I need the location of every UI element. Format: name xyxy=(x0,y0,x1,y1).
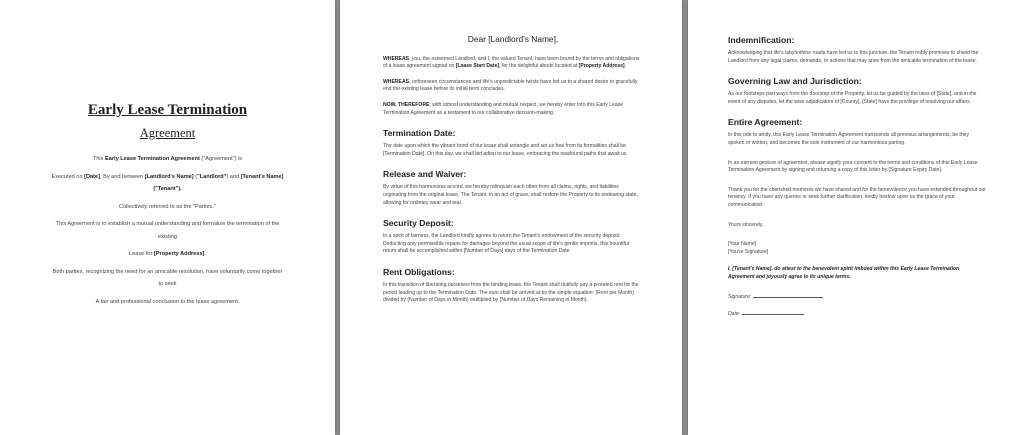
sender-signature: [You're Signature] xyxy=(728,248,769,255)
text-bold: [Property Address] xyxy=(153,251,205,257)
text: This xyxy=(92,156,106,162)
whereas-paragraph xyxy=(383,79,643,94)
now-therefore-paragraph xyxy=(383,102,643,117)
section-text: In a spirit of fairness, the Landlord kindly agrees to return the Tenant's endowment of the security deposit. Deducting only permissible repairs for damages beyond the usual scope of life's gentle imprints, this bountiful return shall be accomplished within [Number of Days] days of the Termination Date. xyxy=(383,233,629,255)
sign-off: Yours sincerely, xyxy=(728,221,764,228)
text-bold: [Property Address] xyxy=(578,63,625,70)
intro-line: This Agreement is to establish a mutual understanding and formalize the termination of the xyxy=(55,221,280,227)
section-text: Acknowledging that life's labyrinthine roads have led us to this juncture, the Tenant nobly promises to shield the Landlord from any legal claims, demands, or actions that may arise from the amicable termination of the lease. xyxy=(728,50,979,64)
attestation-paragraph: I, [Tenant's Name], do attest to the benevolent spirit imbued within this Early Lease Termination Agreement and joyously agree to its unique terms. xyxy=(728,266,960,280)
sender-name: [Your Name] xyxy=(728,241,757,248)
document-page-1 xyxy=(0,0,335,435)
whereas-paragraph xyxy=(383,56,643,71)
consent-paragraph: In an earnest gesture of agreement, please signify your consent to the terms and conditions of this Early Lease Termination Agreement by signing and returning a copy of this letter by [Signature Expiry Date]. xyxy=(728,159,978,174)
text-bold: Early Lease Termination Agreement xyxy=(105,156,200,162)
text-bold: WHEREAS xyxy=(383,78,410,85)
text-bold: "Landlord" xyxy=(197,173,227,180)
intro-line xyxy=(20,174,315,181)
text-bold: NOW, THEREFORE xyxy=(383,101,430,108)
intro-line: to seek xyxy=(158,281,177,287)
thanks-paragraph: Thank you for the cherished moments we have shared and for the benevolence you have extended throughout our tenancy. If you have any queries or seek further clarification, kindly bestow upon us the grace of your communication. xyxy=(728,186,986,208)
text: ("Agreement") is xyxy=(199,156,243,162)
intro-line: A fair and professional conclusion to the lease agreement. xyxy=(95,298,240,305)
text: Lease for xyxy=(129,251,154,257)
signature-line xyxy=(728,294,986,302)
section-heading: Indemnification: xyxy=(728,35,795,45)
text: , unforeseen circumstances and life's unpredictable twists have led us to a shared desire to gracefully end the existing lease before its initial term concludes. xyxy=(383,78,638,93)
text: . xyxy=(204,251,206,257)
section-heading: Release and Waiver: xyxy=(383,169,467,180)
section-text: In this transition of liberating ourselves from the binding lease, the Tenant shall dutifully pay a prorated rent for the period leading up to the Termination Date. The sum shall be arrived at by the simple equation: (Rent per Month) divided by (Number of Days in Month) multiplied by (Number of Days Remaining in Month). xyxy=(383,281,639,304)
date-line xyxy=(728,311,986,319)
document-page-2 xyxy=(340,0,682,435)
intro-line xyxy=(20,186,315,193)
intro-line: Both parties, recognizing the need for an amicable resolution, have voluntarily come together xyxy=(52,268,283,275)
letter-body xyxy=(383,36,643,313)
salutation: Dear [Landlord's Name], xyxy=(467,34,559,44)
intro-line xyxy=(20,156,315,163)
intro-block xyxy=(20,156,315,316)
text: ( xyxy=(193,173,198,180)
intro-line: existing xyxy=(158,233,177,240)
text: , By and between xyxy=(99,173,145,180)
section-heading: Governing Law and Jurisdiction: xyxy=(728,76,862,87)
section-heading: Security Deposit: xyxy=(383,218,454,229)
document-page-3 xyxy=(688,0,1024,435)
date-blank[interactable] xyxy=(742,314,804,315)
text-bold: ("Tenant"). xyxy=(153,186,182,192)
signature-blank[interactable] xyxy=(753,297,823,298)
intro-line: Collectively referred to as the "Parties." xyxy=(119,203,216,210)
text-bold: WHEREAS xyxy=(383,55,410,62)
letter-body xyxy=(728,36,986,327)
document-subtitle: Agreement xyxy=(139,126,196,140)
section-text: The date upon which the vibrant bond of our lease shall untangle and set us free from its formalities shall be [Termination Date]. On this day, we shall bid adieu to our lease, embracing the newfound paths that await us. xyxy=(383,143,628,157)
text-bold: [Tenant's Name] xyxy=(240,173,284,180)
section-heading: Rent Obligations: xyxy=(383,266,455,277)
intro-line xyxy=(20,251,315,258)
text: Executed on xyxy=(51,173,85,180)
text: . xyxy=(624,63,627,70)
section-text: By virtue of this harmonious accord, we hereby relinquish each other from all claims, rights, and liabilities originating from the original lease. The Tenant, in an act of grace, shall restore the Property to its endearing state, allowing for ordinary wear and tear. xyxy=(383,184,638,206)
text-bold: [Date] xyxy=(84,173,100,180)
text: , for the delightful abode located at xyxy=(499,63,579,70)
text-bold: [Landlord's Name] xyxy=(144,173,194,180)
text: , with utmost understanding and mutual respect, we hereby enter into this Early Lease Termination Agreement as a testament to our collaborative decision-making. xyxy=(383,101,624,116)
date-label: Date: xyxy=(728,311,741,318)
text-bold: [Lease Start Date] xyxy=(455,63,500,70)
document-title: Early Lease Termination xyxy=(87,102,248,118)
section-text: In this ode to amity, this Early Lease Termination Agreement transcends all previous arrangements, be they spoken or written, and becomes the sole instrument of our harmonious parting. xyxy=(728,132,970,146)
text: ) and xyxy=(226,173,241,180)
signature-label: Signature: xyxy=(728,293,752,300)
section-heading: Entire Agreement: xyxy=(728,117,803,128)
section-heading: Termination Date: xyxy=(383,128,456,139)
section-text: As our footsteps part ways from the doorstep of the Property, let us be guided by the laws of [State], and in the event of any disputes, let the wise adjudicators of [County], [State] have the privilege of resolving our affairs. xyxy=(728,91,977,105)
text: , you, the esteemed Landlord, and I, the valued Tenant, have been bound by the terms and obligations of a lease agreement signed on xyxy=(383,55,640,70)
